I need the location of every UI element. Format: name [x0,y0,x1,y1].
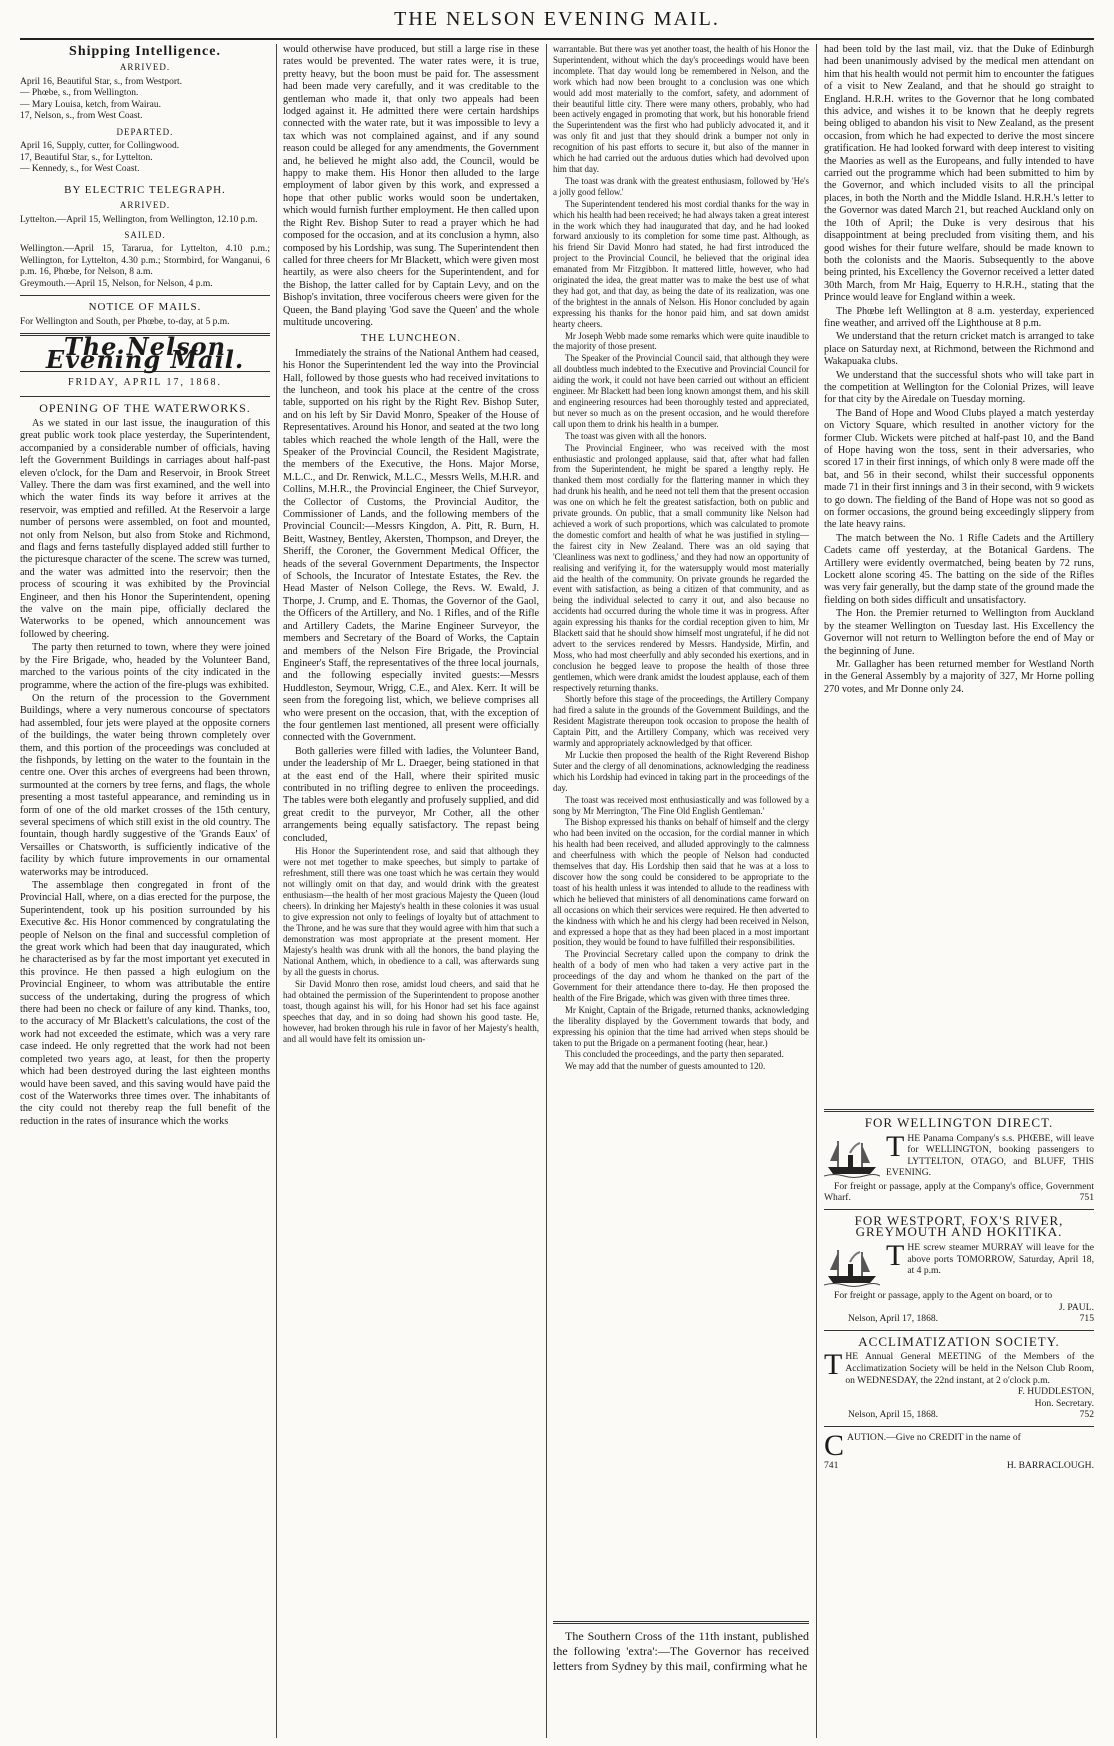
ad-westport [824,1212,1094,1325]
drop-cap: T [886,1129,905,1163]
paragraph: Sir David Monro then rose, amidst loud cheers, and said that he had obtained the permission of the Superintendent to propose another toast, though against his will, for his Honor had set his face against speeches that day, and in so doing had shown his good taste. He, however, had broken through his rule in favor of her Majesty's health, and all would have felt its omission un- [283,979,539,1044]
ad-title: FOR WESTPORT, FOX'S RIVER, GREYMOUTH AND HOKITIKA. [854,1212,1064,1240]
column-rule [276,44,277,1738]
list-item: — Mary Louisa, ketch, from Wairau. [20,99,161,110]
paragraph: On the return of the procession to the Government Buildings, where a very numerous concourse of spectators had assembled, four jets were played at the opposite corners of the buildings, the water being thrown completely over them, and this portion of the proceedings was concluded at the fishponds, by letting on the water to the fountain in the centre one. Over this arches of evergreens had been thrown, surmounted at the corners by tree ferns, and flags, the whole presenting a most tasteful appearance, and reminding us in form of one of the old market crosses of the 15th century, several specimens of which still exist in the old country. The fountain, though hardly suggestive of the 'Grands Eaux' of Versailles or Chatsworth, is sufficiently indicative of the facility by which future improvements in our ornamental waterworks may be introduced. [20,692,270,878]
divider [824,1109,1094,1112]
paragraph: The Superintendent tendered his most cordial thanks for the way in which his health had been received; he had always taken a great interest in the work which they had inaugurated that day, and he had looked forward anxiously to its completion for some time past. Although, as his friend Sir David Monro had stated, he had first introduced the project to the Provincial Council, he believed that the original idea emanated from Mr Fitzgibbon. It mattered little, however, who had originated the idea, the great matter was to make the best use of what they had got, and that day, as being the date of its realization, was one of the brightest in the annals of Nelson. His Honor concluded by again expressing his thanks for the honor paid him, and sat down amidst hearty cheers. [553,198,809,329]
departed-list [20,141,270,176]
paragraph: Immediately the strains of the National Anthem had ceased, his Honor the Superintendent led the way into the Provincial Hall, followed by those guests who had received invitations to the luncheon, and took his place at the centre of the cross table, supported on his right by the Right Rev. Bishop Suter, and on his left by Sir David Monro, Speaker of the House of Representatives. Around his Honor, and seated at the two long tables which reached the whole length of the Hall, were the Speaker of the Provincial Council, the Resident Magistrate, the members of the Executive, the Hons. Major Morse, M.L.C., and Dr. Renwick, M.L.C., Messrs Wells, M.H.R. and Collins, M.H.R., the Provincial Engineer, the Chief Surveyor, the Collector of Customs, the Provincial Auditor, the Commissioner of Lands, and the following members of the Provincial Council:—Messrs Kingdon, A. Pitt, R. Burn, H. Beitt, Wastney, Bentley, Akersten, Thompson, and Dreyer, the Sheriff, the Coroner, the Government Medical Officer, the heads of the several Government Departments, the Inspector of Schools, the Incurator of Intestate Estates, the Rev. the Head Master of Nelson College, the Revs. W. Ewald, J. Thorpe, J. Crump, and E. Thomas, the Governor of the Gaol, the Officers of the Artillery, and No. 1 Rifles, and of the Rifle and Artillery Cadets, the Marine Engineer Surveyor, the members and Secretary of the Board of Works, the Captain and members of the Nelson Fire Brigade, the Provincial Engineer's Staff, the representatives of the three local journals, and the following especially invited guests:—Messrs Huddleston, Seymour, Wrigg, C.E., and Alex. Kerr. It will be seen from the foregoing list, which, we believe comprises all who were present on the occasion, that, with the exception of the four gentlemen last mentioned, all present were officially connected with the Government. [283,347,539,744]
paragraph: The Bishop expressed his thanks on behalf of himself and the clergy who had been invited on the occasion, for the cordial manner in which his health had been received, and alluded approvingly to the calmness and cheerfulness with which the people of Nelson had conducted themselves that day. His Lordship then said that he was at a loss to discover how the song could be considered to be appropriate to the toast of his health unless it was intended to allude to the readiness with which he believed that ministers of all denominations came forward on all occasions on which their services were required. He then adverted to the kindness with which he and his clergy had been received in Nelson, and expressed a hope that as they had been placed in a most important position, they would be found to have fulfilled their responsibilities. [553,817,809,948]
drop-cap: T [824,1348,843,1382]
paragraph: The toast was given with all the honors. [565,430,707,441]
departed-label: DEPARTED. [116,126,174,137]
mails-title: NOTICE OF MAILS. [88,301,202,314]
ad-title: FOR WELLINGTON DIRECT. [864,1115,1054,1130]
list-item: Wellington.—April 15, Tararua, for Lyttelton, 4.10 p.m.; Wellington, for Lyttelton, 4.30 p.m.; Stormbird, for Wanganui, 6 p.m. 16, Phœbe, for Nelson, 8 a.m. [20,244,270,278]
column-1 [20,44,270,1738]
ad-footer [824,1313,1094,1325]
ad-signer: F. HUDDLESTON, [1017,1386,1094,1398]
paragraph: warrantable. But there was yet another toast, the health of his Honor the Superintendent, without which the day's proceedings would have been incomplete. That day would long be remembered in Nelson, and the work which had now been brought to a conclusion was one which would add most materially to the comfort, safety, and adornment of their beautiful little city. There were many others, probably, who had been actively engaged in promoting that work, but his honorable friend the Superintendent was the first who had publicly advocated it, and it was only fit and just that they should drink a bumper not only in recognition of his past efforts to secure it, but also of the manner in which he had carried out the arduous duties which had devolved upon him that day. [553,44,809,174]
ad-footer [824,1460,1094,1472]
ad-signer: J. PAUL. [1058,1301,1094,1313]
sailed-label: SAILED. [124,230,166,241]
arrived-list [20,77,270,123]
arrived-label: ARRIVED. [119,62,171,73]
paragraph: The toast was drank with the greatest enthusiasm, followed by 'He's a jolly good fellow.' [553,175,809,197]
paragraph: The party then returned to town, where they were joined by the Fire Brigade, who, headed by the Volunteer Band, marched to the various points of the city indicated in the programme, where the action of the fire-plugs was exhibited. [20,642,270,691]
paragraph: As we stated in our last issue, the inauguration of this great public work took place yesterday, the Superintendent, accompanied by a considerable number of officials, having left the Government Buildings in carriages about half-past eleven o'clock, for the Dam and Reservoir, in Brook Street Valley. There the dam was first examined, and the well into which the water finds its way before it arrives at the reservoir, was emptied and refilled. At the Reservoir a large number of persons were assembled, on foot and mounted, not only from Nelson, but also from Stoke and Richmond, and flags and ferns tastefully displayed added still further to the picturesque character of the scene. The screw was turned, and the water was admitted into the reservoir; then the process of scouring it was exhibited by the Provincial Engineer, and then his Honor the Superintendent, opening the valve on the main pipe, officially declared the Waterworks to be opened, which announcement was followed by cheering. [20,417,270,640]
tel-arrived: Lyttelton.—April 15, Wellington, from Wellington, 12.10 p.m. [20,214,258,225]
ad-text: HE Annual General MEETING of the Members of the Acclimatization Society will be held in the Nelson Club Room, on WEDNESDAY, the 22nd instant, at 2 o'clock p.m. [845,1351,1094,1386]
ad-text: AUTION.—Give no CREDIT in the name of [847,1431,1021,1443]
ad-text-2: For freight or passage, apply at the Company's office, Government Wharf. [824,1180,1094,1204]
article-title: OPENING OF THE WATERWORKS. [39,400,251,415]
divider [824,1330,1094,1331]
paragraph: Both galleries were filled with ladies, the Volunteer Band, under the leadership of Mr L. Draeger, being stationed in that at the east end of the Hall, where their spirited music contributed in no trifling degree to enliven the proceedings. The tables were both elegantly and profusely supplied, and did great credit to the purveyor, Mr Cother, all the other arrangements being equally satisfactory. The repast being concluded, [283,745,539,844]
ad-number: 752 [1079,1409,1094,1421]
paragraph: The Band of Hope and Wood Clubs played a match yesterday on Victory Square, which resulted in another victory for the former Club. Wickets were pitched at half-past 10, and the Band of Hope having won the toss, sent in their adversaries, who scored 17 in their first innings, of which only 8 were made off the bat, and 56 in their second, whilst their successful opponents made 71 in their first innings and 3 in their second, with 9 wickets to go down. The fielding of the Band of Hope was not so good as on former occasions, the ground being exceedingly slippery from the late heavy rains. [824,407,1094,531]
paragraph: Mr Joseph Webb made some remarks which were quite inaudible to the majority of those present. [553,330,809,352]
column-4 [824,44,1094,1738]
ad-number: 751 [1079,1192,1094,1204]
telegraph-title: BY ELECTRIC TELEGRAPH. [64,183,226,196]
steamship-icon [824,1135,880,1179]
divider [824,1209,1094,1210]
paragraph: The toast was received most enthusiastically and was followed by a song by Mr Merrington, 'The Fine Old English Gentleman.' [553,794,809,816]
luncheon-title: THE LUNCHEON. [360,332,462,345]
list-item: 17, Beautiful Star, s., for Lyttelton. [20,152,153,163]
divider [553,1621,809,1624]
paragraph: Mr Knight, Captain of the Brigade, returned thanks, acknowledging the liberality displayed by the Government towards that body, and expressing his opinion that the time had arrived when steps should be taken to put the Brigade on a permanent footing (hear, hear.) [553,1004,809,1048]
paragraph: We understand that the successful shots who will take part in the competition at Wellington for the Colonial Prizes, will leave for that city by the Airedale on Tuesday morning. [824,369,1094,406]
paragraph: The Provincial Secretary called upon the company to drink the health of a body of men who had taken a very active part in the proceedings of the day and whom he thanked on the part of the Government for their attendance there to-day. He then proposed the health of the Fire Brigade, which was given with three times three. [553,949,809,1003]
drop-cap: T [886,1238,905,1272]
ad-wellington [824,1117,1094,1204]
list-item: — Kennedy, s., for West Coast. [20,164,140,175]
paragraph: The Southern Cross of the 11th instant, published the following 'extra':—The Governor has received letters from Sydney by this mail, confirming what he [553,1629,809,1673]
column-3 [553,44,809,1738]
paragraph: The match between the No. 1 Rifle Cadets and the Artillery Cadets came off yesterday, at the Botanical Gardens. The Artillery were evidently overmatched, being beaten by 72 runs, Lockett alone scoring 45. The batting on the side of the Rifles was very fair generally, but the damp state of the ground made the fielding on both sides difficult and unsatisfactory. [824,532,1094,606]
column-rule [816,44,817,1738]
paragraph: had been told by the last mail, viz. that the Duke of Edinburgh had been unanimously advised by the medical men attendant on him that his health would not permit him to encounter the fatigues of a visit to New Zealand, and that he should go straight to England. H.R.H. writes to the Governor that he long combated this advice, and wishes it to be known that he deeply regrets being obliged to abandon his visit to New Zealand, as the present occasion, from which he had expected to derive the most sincere gratification. He had looked forward with deep interest to visiting the Maories as well as the Europeans, and fully intended to have carried out the programme which had been submitted to him by the Governor, and which included visits to all the principal places, in both the North and the Middle Island. H.R.H.'s letter to the Governor was dated March 21, but reached Auckland only on the 10th of April; the Duke is very desirous that his disappointment at being precluded from visiting them, and his good wishes for their future welfare, should be made known to both the colonists and the Maoris. Subsequently to the above being printed, his Excellency the Governor received a letter dated 30th March, from Mr Haig, Equerry to H.R.H., stating that the Prince would leave for England within a week. [824,44,1094,304]
mails-notice: For Wellington and South, per Phœbe, to-day, at 5 p.m. [20,316,230,327]
column-2 [283,44,539,1738]
shipping-title: Shipping Intelligence. [69,44,221,59]
masthead-rule [20,38,1094,40]
ad-date: Nelson, April 17, 1868. [848,1313,939,1325]
ad-caution [824,1428,1094,1472]
masthead: THE NELSON EVENING MAIL. [394,8,720,30]
paragraph: The Speaker of the Provincial Council said, that although they were all doubtless much indebted to the Executive and Provincial Council for aiding the work, it could not have been carried out without an efficient engineer. Mr Blackett had been long known amongst them, and his skill and engineering resources had been thoroughly tested and appreciated, but never so much as on the present occasion, and he would therefore call upon them to drink his health in a bumper. [553,353,809,429]
ad-number: 741 [824,1459,839,1471]
ad-role: Hon. Secretary. [1034,1397,1094,1409]
divider [20,396,270,397]
ad-text-2: For freight or passage, apply to the Agent on board, or to [834,1289,1053,1301]
sailed-list [20,244,270,290]
paragraph: The Hon. the Premier returned to Wellington from Auckland by the steamer Wellington on Tuesday last. His Excellency the Governor will not return to Wellington before the end of May or the beginning of June. [824,608,1094,657]
paragraph: Shortly before this stage of the proceedings, the Artillery Company had fired a salute in the grounds of the Government Buildings, and the Resident Magistrate thereupon took occasion to propose the health of Captain Pitt, and the Artillery Company, which was received very warmly and appropriately acknowledged by that officer. [553,694,809,749]
column-4-body [824,44,1094,1104]
paragraph: The assemblage then congregated in front of the Provincial Hall, where, on a dias erected for the purpose, the Superintendent, took up his position surrounded by his Executive &c. His Honor commenced by congratulating the people of Nelson on the final and successful completion of the great work which had been that day inaugurated, which he characterised as by far the most important yet executed in this province. He then passed a high eulogium on the Provincial Engineer, to whom was attributable the entire success of the undertaking, during the progress of which there had been no check or failure of any kind. Thanks, too, to the accuracy of Mr Blackett's calculations, the cost of the work had not exceeded the estimate, which was a very rare case indeed. He only regretted that the work had not been completed two years ago, at least, for then the property which had been destroyed during the last eighteen months would have been saved, and this saving would have paid the cost of the Waterworks three times over. The inhabitants of the city could not thereby reap the full benefit of the reduction in the rates of insurance which the works [20,880,270,1127]
drop-cap: C [824,1428,845,1462]
column-3-body [553,44,809,1616]
paragraph: We may add that the number of guests amounted to 120. [565,1061,766,1072]
paragraph: The Phœbe left Wellington at 8 a.m. yesterday, experienced fine weather, and arrived off the Lighthouse at 8 p.m. [824,305,1094,329]
list-item: 17, Nelson, s., from West Coast. [20,111,143,122]
list-item: April 16, Supply, cutter, for Collingwood. [20,141,180,152]
newspaper-flag: The Nelson Evening Mail. [45,332,245,374]
paragraph: We understand that the return cricket match is arranged to take place on Saturday next, at Richmond, between the Richmond and Wakapuaka clubs. [824,331,1094,368]
ad-text [824,1181,1094,1204]
ad-title: ACCLIMATIZATION SOCIETY. [858,1333,1060,1349]
list-item: Greymouth.—April 15, Nelson, for Nelson, 4 p.m. [20,278,213,289]
paragraph: would otherwise have produced, but still a large rise in these rates would be prevented. The water rates were, it is true, pretty heavy, but the boon must be paid for. The assessment had been made very carefully, and it was creditable to the gentleman who made it, that only two appeals had been lodged against it. He admitted there were certain hardships connected with the water rate, but it was impossible to levy a tax which was not complained against, and if any sound reason could be alleged for any amendments, the Government and, he believed he might also add, the Council, would be happy to make them. His Honor then alluded to the large employment of labor given by this work, and expressed a hope that other public works would soon be undertaken, which would furnish further employment. He then called upon the Right Rev. Bishop Suter to read a prayer which he had composed for the occasion, and at its conclusion a hymn, also composed by his Lordship, was sung. The Superintendent then called for three cheers for Mr Blackett, which were given most heartily, as were also cheers for the Superintendent, and for the Bishop, the latter called for by Captain Levy, and on the Bishop's invitation, three vociferous cheers were given for the Queen, the Band playing 'God save the Queen' and the whole multitude uncovering. [283,44,539,328]
ad-text: HE screw steamer MURRAY will leave for the above ports TOMORROW, Saturday, April 18, at 4 p.m. [907,1241,1094,1277]
paragraph: Mr Luckie then proposed the health of the Right Reverend Bishop Suter and the clergy of all denominations, acknowledging the readiness which his Lordship had evinced in taking part in the proceedings of the day. [553,750,809,793]
list-item: — Phœbe, s., from Wellington. [20,88,139,99]
steamship-icon [824,1244,880,1288]
divider [20,295,270,296]
paragraph: The Provincial Engineer, who was received with the most enthusiastic and prolonged applause, said that, after what had fallen from the Superintendent, he might be spared a lengthy reply. He thanked them most cordially for the flattering manner in which they had drunk his health, and he need not tell them that the present occasion was one on which he felt the greatest satisfaction, both on public and private grounds. On public, that a small community like Nelson had achieved a work of such proportions, which was calculated to promote the domestic comfort and health of what he was justified in styling—the fairest city in New Zealand. There was an old saying that 'Cleanliness was next to godliness,' and they had now an opportunity of realising and verifying it, for the watersupply would most materially aid the health of the community. On private grounds he regarded the event with satisfaction, as being a citizen of that community, and as being the individual selected to carry it out, and also because no accidents had occurred during the whole time it was in progress. After again expressing his thanks for the cordial reception given to him, Mr Blackett said that he should show himself most ungrateful, if he did not advert to the services rendered by Messrs. Handyside, Mirfin, and Moss, who had most cheerfully and ably seconded his exertions, and in conclusion he begged leave to propose the health of those three gentlemen, which were drank amidst the loudest applause, each of them respectively returning thanks. [553,442,809,693]
column-rule [546,44,547,1738]
ad-footer [824,1409,1094,1421]
paragraph: This concluded the proceedings, and the party then separated. [565,1049,784,1060]
paragraph: His Honor the Superintendent rose, and said that although they were not met together to make speeches, but simply to partake of refreshment, still there was one toast which he was certain they would not willingly omit on that day, and would drink with the greatest enthusiasm—the health of her most gracious Majesty the Queen (loud cheers). In drinking her Majesty's health in these colonies it was usual to give expression not only to feelings of loyalty but of attachment to the Throne, and he was sure that they would agree with him that such a demonstration was most appropriate at the present moment. Her Majesty's health was drunk with all the honors, the band playing the National Anthem, which, in obedience to a call, was afterwards sung by all the guests in chorus. [283,846,539,977]
paragraph: Mr. Gallagher has been returned member for Westland North in the General Assembly by a majority of 327, Mr Horne polling 270 votes, and Mr Donne only 24. [824,658,1094,695]
ad-date: Nelson, April 15, 1868. [848,1409,939,1421]
ad-signer: H. BARRACLOUGH. [1006,1459,1094,1471]
issue-date: FRIDAY, APRIL 17, 1868. [68,377,222,389]
divider [824,1426,1094,1427]
ad-number: 715 [1079,1313,1094,1325]
ad-text: HE Panama Company's s.s. PHŒBE, will leave for WELLINGTON, booking passengers to LYTTELTON, OTAGO, and BLUFF, THIS EVENING. [886,1132,1094,1179]
ad-acclimatization [824,1333,1094,1421]
list-item: April 16, Beautiful Star, s., from Westport. [20,76,183,87]
tel-arrived-label: ARRIVED. [119,200,171,211]
